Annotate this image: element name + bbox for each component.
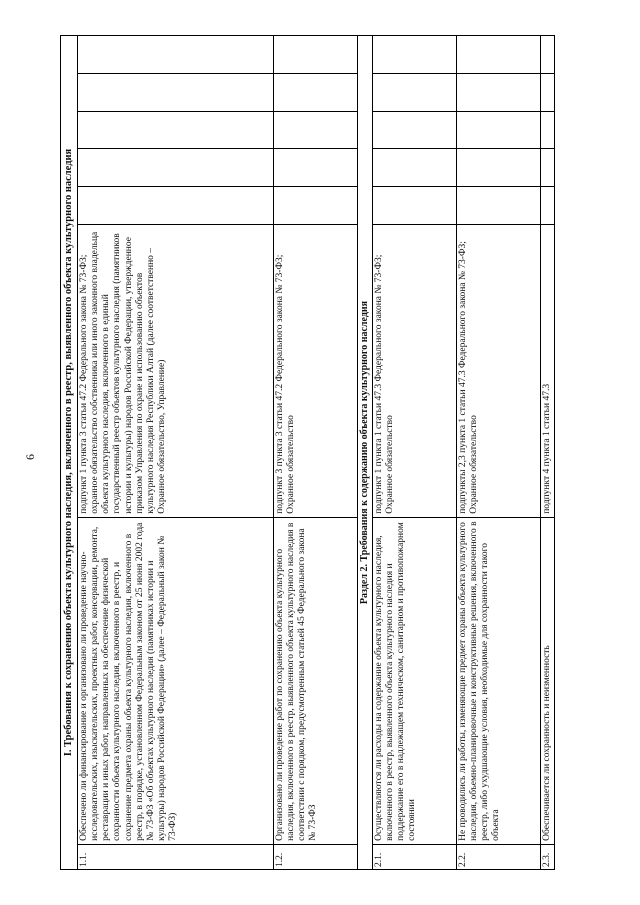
requirements-table [60, 35, 555, 870]
table-row [372, 36, 456, 870]
answer-cell [372, 36, 456, 74]
question-cell: Не проводились ли работы, изменяющие предмет охраны объекта культурного наследия, объемно-планировочные и конструктивные решения, включенного в реестр, либо ухудшающие условия, необходимые для сохранности такого объекта [456, 517, 540, 844]
answer-cell [372, 149, 456, 187]
table-row [274, 36, 358, 870]
row-number: 1.1. [78, 844, 274, 869]
legal-basis-cell [274, 224, 358, 517]
answer-cell [78, 73, 274, 111]
legal-basis-cell [78, 224, 274, 517]
answer-cell [78, 111, 274, 149]
question-cell: Организовано ли проведение работ по сохранению объекта культурного наследия, включенного в реестр, выявленного объекта культурного наследия в соответствии с порядком, предусмотренным статьей 45 Федерального закона № 73-ФЗ [274, 517, 358, 844]
legal-basis-law: подпункт 1 пункта 1 статьи 47.3 Федерального закона № 73-ФЗ; [373, 254, 384, 514]
legal-basis-obligation: Охранное обязательство [286, 415, 297, 514]
answer-cell [456, 73, 540, 111]
answer-cell [456, 111, 540, 149]
section-1-header-row [61, 36, 78, 870]
answer-cell [78, 186, 274, 224]
section-2-title: Раздел 2. Требования к содержанию объекта культурного наследия [358, 36, 373, 870]
row-number: 2.2. [456, 844, 540, 869]
answer-cell [78, 149, 274, 187]
row-number: 1.2. [274, 844, 358, 869]
answer-cell [540, 111, 554, 149]
section-2-header-row [358, 36, 373, 870]
legal-basis-law: подпункты 2,3 пункта 1 статьи 47.3 Федерального закона № 73-ФЗ; [457, 241, 468, 514]
answer-cell [274, 111, 358, 149]
answer-cell [274, 73, 358, 111]
legal-basis-obligation: охранное обязательство собственника или иного законного владельца объекта культурного наследия, включенного в единый государственный реестр объектов культурного наследия (памятников истории и культуры) народов Российской Федерации, утвержденное приказом Управления по охране и использованию объектов культурного наследия Республики Алтай (далее соответственно – Охранное обязательство, Управление) [90, 231, 167, 514]
row-number: 2.1. [372, 844, 456, 869]
row-number: 2.3. [540, 844, 554, 869]
question-cell: Обеспечено ли финансирование и организовано ли проведение научно-исследовательских, изыскательских, проектных работ, консервации, ремонта, реставрации и иных работ, направленных на обеспечение физической сохранности объекта культурного наследия, включенного в реестр, и сохранение предмета охраны объекта культурного наследия, включенного в реестр, в порядке, установленном Федеральным законом от 25 июня 2002 года № 73-ФЗ «Об объектах культурного наследия (памятниках истории и культуры) народов Российской Федерации» (далее – Федеральный закон № 73-ФЗ) [78, 517, 274, 844]
answer-cell [372, 111, 456, 149]
answer-cell [456, 36, 540, 74]
section-1-title: I. Требования к сохранению объекта культурного наследия, включенного в реестр, выявленного объекта культурного наследия [61, 36, 78, 870]
page-number: 6 [23, 454, 37, 460]
answer-cell [456, 186, 540, 224]
answer-cell [540, 149, 554, 187]
answer-cell [372, 186, 456, 224]
answer-cell [372, 73, 456, 111]
table-row [456, 36, 540, 870]
answer-cell [274, 149, 358, 187]
legal-basis-cell [456, 224, 540, 517]
answer-cell [274, 186, 358, 224]
legal-basis-law: подпункт 3 пункта 3 статьи 47.2 Федерального закона № 73-ФЗ; [275, 254, 286, 514]
legal-basis-obligation: Охранное обязательство [384, 415, 395, 514]
answer-cell [540, 73, 554, 111]
answer-cell [274, 36, 358, 74]
question-cell: Обеспечивается ли сохранность и неизменность [540, 517, 554, 844]
legal-basis-cell [540, 224, 554, 517]
legal-basis-obligation: Охранное обязательство [468, 415, 479, 514]
answer-cell [78, 36, 274, 74]
answer-cell [540, 36, 554, 74]
answer-cell [456, 149, 540, 187]
question-cell: Осуществляются ли расходы на содержание объекта культурного наследия, включенного в реестр, выявленного объекта культурного наследия и поддержание его в надлежащем техническом, санитарном и противопожарном состоянии [372, 517, 456, 844]
rotated-table-container [60, 35, 620, 870]
table-row [78, 36, 274, 870]
legal-basis-law: подпункт 1 пункта 3 статьи 47.2 Федерального закона № 73-ФЗ; [79, 254, 90, 514]
legal-basis-cell [372, 224, 456, 517]
answer-cell [540, 186, 554, 224]
legal-basis-law: подпункт 4 пункта 1 статьи 47.3 [541, 383, 552, 514]
table-row [540, 36, 554, 870]
